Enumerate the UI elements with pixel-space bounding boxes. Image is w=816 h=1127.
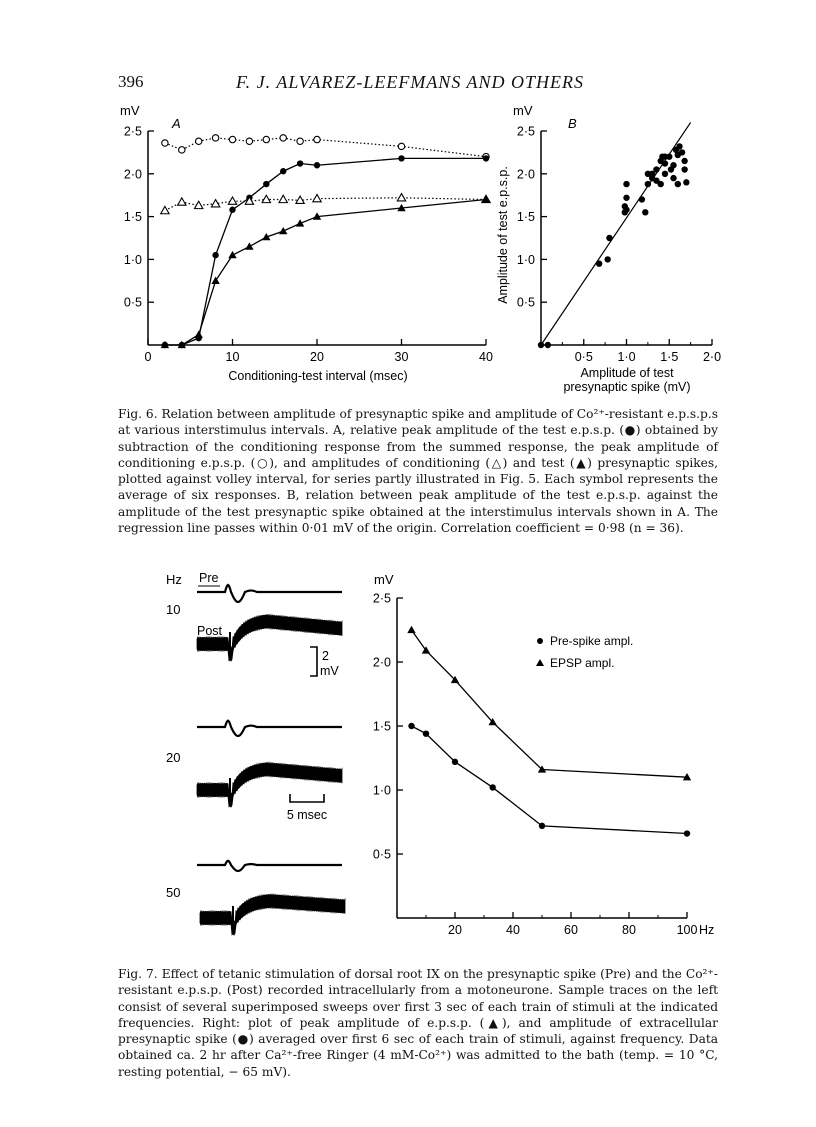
fig7-y-unit-label: mV [374,572,394,587]
filled-circle-point [653,166,659,172]
open-triangle-point [161,206,169,213]
y-tick-label: 0·5 [516,295,535,310]
x-tick-label: 30 [394,350,409,364]
x-tick-label: 0·5 [574,350,593,364]
fig6-panel-b [496,103,721,394]
fig7-freq-label: 10 [166,602,181,617]
fig7-freq-label: 20 [166,750,181,765]
filled-circle-point [642,209,648,215]
pre-trace [197,585,342,602]
filled-circle-point [623,181,629,187]
filled-circle-point [645,181,651,187]
x-tick-label: 20 [310,350,324,364]
open-triangle-point [195,201,203,208]
filled-circle-point [681,166,687,172]
filled-triangle-point [482,195,490,202]
open-triangle-point [262,195,270,202]
fig6a-plot-area [161,135,491,349]
legend-label-pre-spike: Pre-spike ampl. [550,634,634,648]
filled-circle-point [649,175,655,181]
y-tick-label: 1·0 [123,252,142,267]
open-triangle-point [313,194,321,201]
y-tick-label: 1·0 [516,252,535,267]
filled-circle-point [398,155,404,161]
filled-circle-point [280,168,286,174]
open-triangle-point [178,198,186,205]
fig6a-x-axis-label: Conditioning-test interval (msec) [228,369,408,383]
filled-circle-point [670,162,676,168]
filled-circle-point [662,171,668,177]
fig7-voltage-scale-bar [310,647,339,678]
y-tick-label: 0·5 [123,295,142,310]
fig7-frequency-plot [373,572,714,937]
open-circle-point [212,135,218,141]
filled-circle-point [452,759,458,765]
y-tick-label: 1·5 [372,719,391,734]
fig7-legend [536,634,633,670]
post-trace [197,614,342,661]
fig7-scale-value: 2 [322,649,329,663]
page-number: 396 [118,72,144,91]
fig6b-plot-area [538,122,691,348]
filled-circle-point [623,195,629,201]
fig6-caption [118,406,718,536]
open-circle-point [314,136,320,142]
series-line [412,630,688,777]
legend-triangle-marker [536,659,544,666]
x-tick-label: 10 [225,350,240,364]
filled-circle-point [670,175,676,181]
y-tick-label: 2·5 [516,124,535,139]
fig7-caption-label: Fig. 7. [118,967,158,981]
filled-circle-point [675,181,681,187]
open-circle-point [179,147,185,153]
fig7-sample-traces [166,571,345,935]
legend-label-epsp: EPSP ampl. [550,656,615,670]
x-tick-label: 60 [564,923,578,937]
x-tick-label: 0 [144,350,152,364]
fig6a-axes [124,125,493,365]
fig7-trace-group [197,585,345,935]
y-tick-label: 1·5 [123,210,142,225]
post-trace [197,762,342,807]
filled-circle-point [545,342,551,348]
pre-trace [197,721,342,736]
open-circle-point [162,140,168,146]
x-tick-label: 40 [506,923,520,937]
fig7-time-scale-label: 5 msec [286,808,328,822]
filled-circle-point [684,830,690,836]
filled-circle-point [229,207,235,213]
filled-circle-point [658,181,664,187]
filled-circle-point [666,153,672,159]
filled-triangle-point [195,331,203,338]
fig6-caption-label: Fig. 6. [118,407,158,421]
filled-circle-point [490,784,496,790]
fig6b-x-axis-label-line1: Amplitude of test [580,366,674,380]
open-circle-point [263,136,269,142]
open-triangle-point [397,194,405,201]
series-line [165,138,486,157]
y-tick-label: 1·5 [516,210,535,225]
fig6a-y-unit-label: mV [120,103,140,118]
filled-triangle-point [211,277,219,284]
fig6b-panel-label: B [568,116,577,131]
series-line [165,199,486,345]
fig6a-panel-label: A [172,116,181,131]
y-tick-label: 2·0 [372,655,391,670]
y-tick-label: 2·5 [372,591,391,606]
filled-circle-point [606,235,612,241]
y-tick-label: 2·5 [123,124,142,139]
filled-circle-point [297,160,303,166]
x-tick-label: 80 [622,923,636,937]
filled-circle-point [483,155,489,161]
x-tick-label: 2·0 [702,350,722,364]
fig7-post-label: Post [197,624,223,638]
x-unit-label: Hz [699,923,715,937]
y-tick-label: 2·0 [123,167,142,182]
filled-circle-point [662,160,668,166]
fig6-caption-text: Relation between amplitude of presynaptic spike and amplitude of Co²⁺-resistant e.p.s.p.s at various interstimulus intervals. A, relative peak amplitude of the test e.p.s.p. (●) obtained by subtraction of the conditioning response from the summed response, the peak amplitude of conditioning e.p.s.p. (○), and amplitudes of conditioning (△) and test (▲) presynaptic spikes, plotted against volley interval, for series partly illustrated in Fig. 5. Each symbol represents the average of six responses. B, relation between peak amplitude of the test e.p.s.p. against the amplitude of the test presynaptic spike obtained at the interstimulus intervals shown in A. The regression line passes within 0·01 mV of the origin. Correlation coefficient = 0·98 (n = 36). [118,407,718,536]
y-tick-label: 0·5 [372,847,391,862]
open-circle-point [297,138,303,144]
filled-circle-point [423,730,429,736]
series-line [165,158,486,345]
open-circle-point [196,138,202,144]
fig7-axes [373,592,714,938]
series-line [412,726,688,834]
fig7-caption [118,966,718,1080]
filled-circle-point [408,723,414,729]
filled-circle-point [604,256,610,262]
fig7-hz-label: Hz [166,572,182,587]
fig7-time-scale-bar [287,794,327,822]
fig6b-y-unit-label: mV [513,103,533,118]
filled-circle-point [596,260,602,266]
filled-circle-point [539,823,545,829]
fig6-panel-a [120,103,493,383]
open-triangle-point [279,195,287,202]
filled-circle-point [263,181,269,187]
filled-circle-point [314,162,320,168]
fig6b-axes [517,125,721,365]
fig6b-x-axis-label-line2: presynaptic spike (mV) [563,380,691,394]
open-circle-point [229,136,235,142]
open-circle-point [280,135,286,141]
filled-circle-point [683,179,689,185]
y-tick-label: 1·0 [372,783,391,798]
x-tick-label: 1·0 [617,350,636,364]
filled-circle-point [538,342,544,348]
y-tick-label: 2·0 [516,167,535,182]
x-tick-label: 40 [479,350,493,364]
filled-circle-point [676,143,682,149]
post-trace [200,894,345,935]
fig7-scale-unit: mV [320,664,339,678]
fig7-pre-label: Pre [199,571,219,585]
open-triangle-point [228,197,236,204]
filled-triangle-point [407,626,415,633]
running-head: F. J. ALVAREZ-LEEFMANS AND OTHERS [236,72,584,92]
filled-circle-point [623,207,629,213]
fig7-freq-label: 50 [166,885,181,900]
open-circle-point [246,138,252,144]
filled-circle-point [639,196,645,202]
x-tick-label: 1·5 [660,350,679,364]
fig6b-y-axis-label: Amplitude of test e.p.s.p. [496,166,510,304]
filled-circle-point [679,149,685,155]
open-circle-point [398,143,404,149]
x-tick-label: 20 [448,923,462,937]
pre-trace [197,861,342,871]
fig7-caption-text: Effect of tetanic stimulation of dorsal root IX on the presynaptic spike (Pre) and the Co²⁺-resistant e.p.s.p. (Post) recorded intracellularly from a motoneurone. Sample traces on the left consist of several superimposed sweeps over first 3 sec of each train of stimuli at the indicated frequencies. Right: plot of peak amplitude of e.p.s.p. (▲), and amplitude of extracellular presynaptic spike (●) averaged over first 6 sec of each train of stimuli, against frequency. Data obtained ca. 2 hr after Ca²⁺-free Ringer (4 mM-Co²⁺) was admitted to the bath (temp. = 10 °C, resting potential, − 65 mV). [118,967,718,1079]
filled-triangle-point [279,227,287,234]
filled-circle-point [212,252,218,258]
filled-triangle-point [228,251,236,258]
legend-circle-marker [537,638,543,644]
filled-triangle-point [245,242,253,249]
filled-circle-point [681,158,687,164]
x-tick-label: 100 [676,923,698,937]
